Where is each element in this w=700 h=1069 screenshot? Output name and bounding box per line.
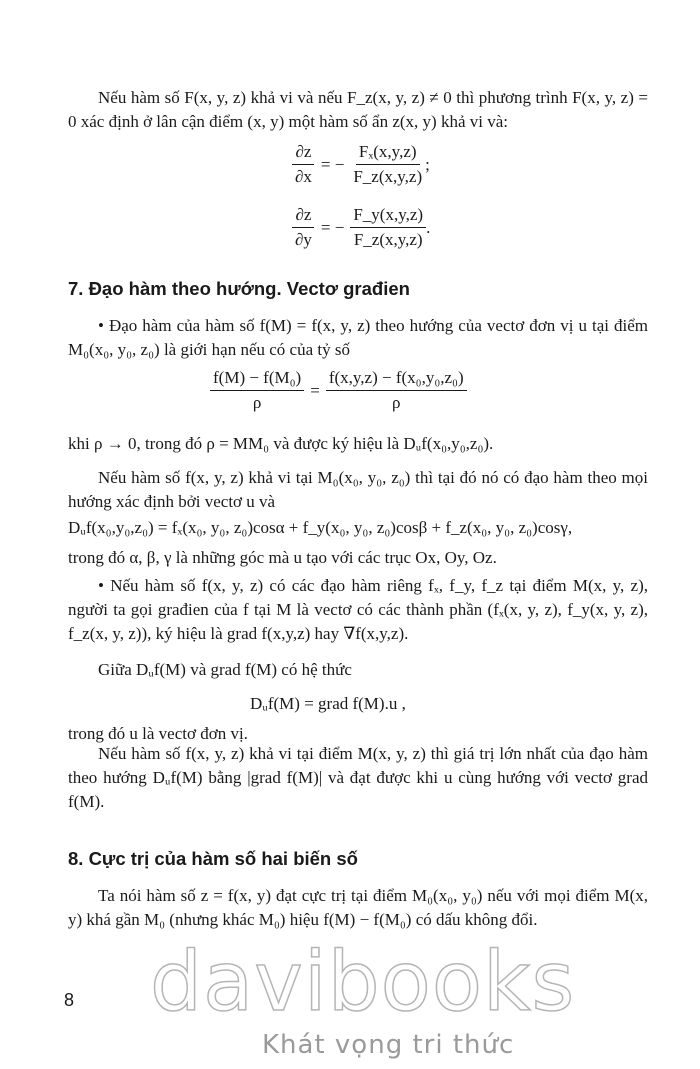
section-heading-8: 8. Cực trị của hàm số hai biến số (68, 848, 358, 869)
eq1-end: ; (425, 154, 430, 174)
eq1-lhs-den: ∂x (295, 167, 312, 186)
para-unit-vector: trong đó u là vectơ đơn vị. (68, 724, 248, 743)
para-limit-condition: khi ρ → 0, trong đó ρ = MM₀ và được ký hiệu là Dᵤf(x₀,y₀,z₀). (68, 434, 494, 453)
equation-ratio (210, 368, 467, 413)
eq3-d1: ρ (252, 393, 262, 412)
para-relation-intro: Giữa Dᵤf(M) và grad f(M) có hệ thức (98, 660, 352, 679)
equation-directional-formula: Dᵤf(x₀,y₀,z₀) = fₓ(x₀, y₀, z₀)cosα + f_y(x₀, y₀, z₀)cosβ + f_z(x₀, y₀, z₀)cosγ, (68, 518, 573, 537)
para-differentiable: Nếu hàm số f(x, y, z) khả vi tại M₀(x₀, y₀, z₀) thì tại đó nó có đạo hàm theo mọi hướng xác định bởi vectơ u và (68, 468, 648, 511)
intro-paragraph: Nếu hàm số F(x, y, z) khả vi và nếu F_z(x, y, z) ≠ 0 thì phương trình F(x, y, z) = 0 xác định ở lân cận điểm (x, y) một hàm số ẩn z(x, y) khả vi và: (68, 88, 648, 131)
para-angles: trong đó α, β, γ là những góc mà u tạo với các trục Ox, Oy, Oz. (68, 548, 497, 567)
eq2-rhs-den: F_z(x,y,z) (353, 230, 423, 249)
equation-gradient-relation: Dᵤf(M) = grad f(M).u , (250, 694, 406, 713)
para-max-value: Nếu hàm số f(x, y, z) khả vi tại điểm M(x, y, z) thì giá trị lớn nhất của đạo hàm theo hướng Dᵤf(M) bằng |grad f(M)| và đạt được khi u cùng hướng với vectơ grad f(M). (68, 744, 648, 811)
watermark-tagline: Khát vọng tri thức (262, 1030, 515, 1060)
section-heading-7: 7. Đạo hàm theo hướng. Vectơ građien (68, 278, 410, 299)
eq1-rhs-num: Fₓ(x,y,z) (356, 142, 420, 165)
eq3-n2: f(x,y,z) − f(x₀,y₀,z₀) (326, 368, 467, 391)
eq1-op: = − (320, 154, 345, 174)
eq2-rhs-num: F_y(x,y,z) (350, 205, 426, 228)
para-directional-derivative: • Đạo hàm của hàm số f(M) = f(x, y, z) theo hướng của vectơ đơn vị u tại điểm M₀(x₀, y₀, z₀) là giới hạn nếu có của tỷ số (68, 316, 648, 359)
watermark-logo: davibooks (150, 935, 576, 1030)
equation-dz-dx (292, 142, 430, 187)
eq2-lhs-num: ∂z (292, 205, 314, 228)
para-extremum: Ta nói hàm số z = f(x, y) đạt cực trị tại điểm M₀(x₀, y₀) nếu với mọi điểm M(x, y) khá gần M₀ (nhưng khác M₀) hiệu f(M) − f(M₀) có dấu không đổi. (68, 886, 648, 929)
eq1-rhs-den: F_z(x,y,z) (353, 167, 423, 186)
eq3-op: = (310, 380, 320, 400)
eq3-d2: ρ (391, 393, 401, 412)
eq2-op: = − (320, 217, 345, 237)
eq2-end: . (426, 217, 431, 237)
eq3-n1: f(M) − f(M₀) (210, 368, 304, 391)
eq1-lhs-num: ∂z (292, 142, 314, 165)
page-number: 8 (64, 990, 75, 1010)
para-gradient-definition: • Nếu hàm số f(x, y, z) có các đạo hàm riêng fₓ, f_y, f_z tại điểm M(x, y, z), người ta gọi građien của f tại M là vectơ có các thành phần (fₓ(x, y, z), f_y(x, y, z), f_z(x, y, z)), ký hiệu là grad f(x,y,z) hay ∇f(x,y,z). (68, 576, 648, 643)
eq2-lhs-den: ∂y (295, 230, 312, 249)
equation-dz-dy (292, 205, 430, 250)
